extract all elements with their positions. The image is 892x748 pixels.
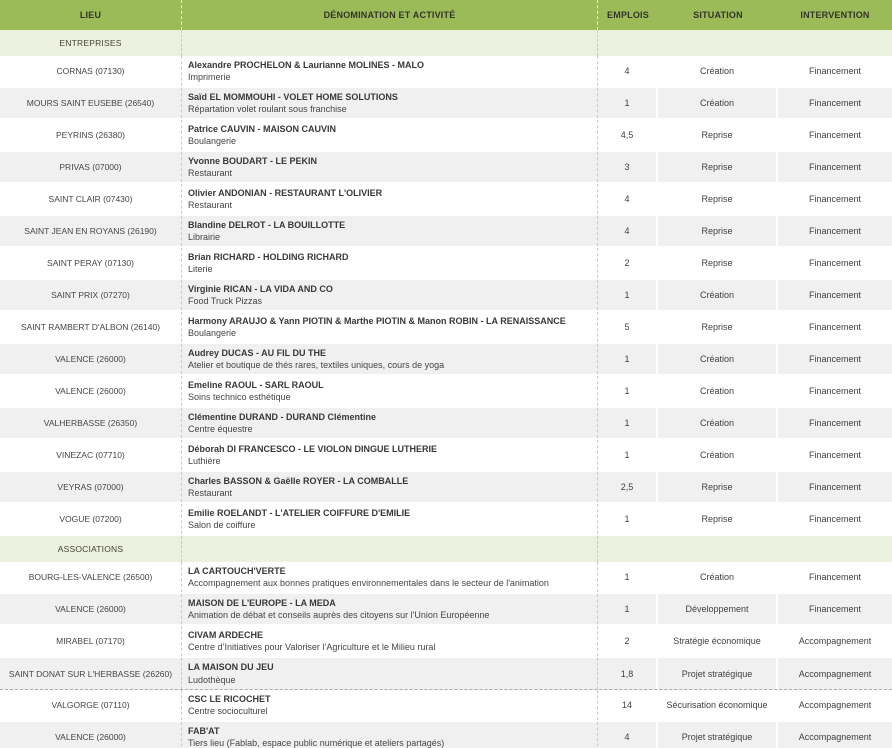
denomination-activity: Restaurant <box>188 488 233 498</box>
denomination-name: Yvonne BOUDART - LE PEKIN <box>188 155 318 166</box>
denomination-name: Harmony ARAUJO & Yann PIOTIN & Marthe PIOTIN & Manon ROBIN - LA RENAISSANCE <box>188 315 566 326</box>
intervention-cell: Financement <box>808 226 862 236</box>
intervention-cell: Financement <box>808 290 862 300</box>
denomination-name: Audrey DUCAS - AU FIL DU THE <box>188 347 327 358</box>
emplois-cell: 2,5 <box>598 472 658 502</box>
column-header-lieu: LIEU <box>0 0 182 30</box>
table-row <box>0 472 892 504</box>
section-spacer <box>598 536 658 562</box>
table-row <box>0 594 892 626</box>
lieu-cell: VALENCE (26000) <box>0 594 182 624</box>
situation-cell: Création <box>658 56 778 86</box>
section-spacer <box>182 30 598 56</box>
denomination-cell <box>182 472 598 502</box>
lieu-cell: CORNAS (07130) <box>0 56 182 86</box>
denomination-activity: Food Truck Pizzas <box>188 296 263 306</box>
intervention-cell: Financement <box>808 418 862 428</box>
denomination-activity: Boulangerie <box>188 136 237 146</box>
denomination-name: Clémentine DURAND - DURAND Clémentine <box>188 411 377 422</box>
denomination-name: Emilie ROELANDT - L'ATELIER COIFFURE D'EMILIE <box>188 507 411 518</box>
column-header-situation: SITUATION <box>693 10 743 20</box>
denomination-activity: Centre socioculturel <box>188 706 268 716</box>
emplois-cell: 1 <box>598 504 658 534</box>
denomination-name: Olivier ANDONIAN - RESTAURANT L'OLIVIER <box>188 187 383 198</box>
denomination-activity: Imprimerie <box>188 72 231 82</box>
table-row <box>0 88 892 120</box>
table-row <box>0 120 892 152</box>
denomination-name: LA CARTOUCH'VERTE <box>188 565 286 576</box>
denomination-cell <box>182 690 598 720</box>
situation-cell: Reprise <box>658 216 778 246</box>
lieu-cell: VALHERBASSE (26350) <box>0 408 182 438</box>
denomination-name: Patrice CAUVIN - MAISON CAUVIN <box>188 123 337 134</box>
denomination-cell <box>182 88 598 118</box>
table-row <box>0 152 892 184</box>
lieu-cell: PRIVAS (07000) <box>0 152 182 182</box>
table-row <box>0 626 892 658</box>
lieu-cell: PEYRINS (26380) <box>0 120 182 150</box>
situation-cell: Création <box>658 562 778 592</box>
denomination-cell <box>182 184 598 214</box>
section-spacer <box>658 30 778 56</box>
table-row <box>0 690 892 722</box>
denomination-name: LA MAISON DU JEU <box>188 662 274 673</box>
denomination-cell <box>182 408 598 438</box>
emplois-cell: 1 <box>598 594 658 624</box>
denomination-activity: Centre équestre <box>188 424 253 434</box>
intervention-cell: Financement <box>808 450 862 460</box>
table-row <box>0 312 892 344</box>
table-row <box>0 658 892 690</box>
situation-cell: Création <box>658 280 778 310</box>
table-row <box>0 184 892 216</box>
situation-cell: Reprise <box>658 152 778 182</box>
lieu-cell: VOGUE (07200) <box>0 504 182 534</box>
denomination-cell <box>182 280 598 310</box>
table-row <box>0 248 892 280</box>
denomination-name: Virginie RICAN - LA VIDA AND CO <box>188 283 333 294</box>
lieu-cell: MIRABEL (07170) <box>0 626 182 656</box>
table-header-row <box>0 0 892 30</box>
denomination-activity: Ludothèque <box>188 674 236 685</box>
denomination-activity: Boulangerie <box>188 328 237 338</box>
intervention-cell: Accompagnement <box>798 700 872 710</box>
emplois-cell: 1 <box>598 408 658 438</box>
situation-cell: Reprise <box>658 312 778 342</box>
denomination-cell <box>182 440 598 470</box>
situation-cell: Création <box>658 440 778 470</box>
emplois-cell: 4 <box>598 184 658 214</box>
intervention-cell: Financement <box>808 514 862 524</box>
section-spacer <box>182 536 598 562</box>
denomination-activity: Répartation volet roulant sous franchise <box>188 104 347 114</box>
lieu-cell: BOURG-LES-VALENCE (26500) <box>0 562 182 592</box>
section-spacer <box>598 30 658 56</box>
lieu-cell: SAINT CLAIR (07430) <box>0 184 182 214</box>
intervention-cell: Financement <box>808 258 862 268</box>
situation-cell: Reprise <box>658 120 778 150</box>
denomination-name: FAB'AT <box>188 725 220 736</box>
emplois-cell: 1 <box>598 376 658 406</box>
table-body <box>0 30 892 748</box>
denomination-cell <box>182 152 598 182</box>
column-header-emplois: EMPLOIS <box>607 10 649 20</box>
intervention-cell: Accompagnement <box>798 636 872 646</box>
emplois-cell: 1 <box>598 562 658 592</box>
denomination-activity: Soins technico esthétique <box>188 392 291 402</box>
denomination-name: Déborah DI FRANCESCO - LE VIOLON DINGUE LUTHERIE <box>188 443 438 454</box>
intervention-cell: Financement <box>808 98 862 108</box>
denomination-name: CSC LE RICOCHET <box>188 693 271 704</box>
denomination-name: Brian RICHARD - HOLDING RICHARD <box>188 251 349 262</box>
denomination-cell <box>182 56 598 86</box>
denomination-name: Emeline RAOUL - SARL RAOUL <box>188 379 324 390</box>
denomination-activity: Atelier et boutique de thés rares, textiles uniques, cours de yoga <box>188 360 445 370</box>
section-label: ASSOCIATIONS <box>0 536 182 562</box>
situation-cell: Reprise <box>658 248 778 278</box>
denomination-name: CIVAM ARDECHE <box>188 629 264 640</box>
denomination-name: Charles BASSON & Gaëlle ROYER - LA COMBALLE <box>188 475 409 486</box>
section-label: ENTREPRISES <box>0 30 182 56</box>
lieu-cell: VEYRAS (07000) <box>0 472 182 502</box>
intervention-cell: Accompagnement <box>798 668 872 679</box>
denomination-name: Saïd EL MOMMOUHI - VOLET HOME SOLUTIONS <box>188 91 398 102</box>
denomination-activity: Salon de coiffure <box>188 520 256 530</box>
denomination-activity: Librairie <box>188 232 221 242</box>
intervention-cell: Financement <box>808 130 862 140</box>
table-row <box>0 56 892 88</box>
intervention-cell: Financement <box>808 386 862 396</box>
table-row <box>0 504 892 536</box>
section-row <box>0 536 892 562</box>
denomination-cell <box>182 216 598 246</box>
denomination-cell <box>182 626 598 656</box>
emplois-cell: 4 <box>598 56 658 86</box>
lieu-cell: VALENCE (26000) <box>0 344 182 374</box>
lieu-cell: SAINT JEAN EN ROYANS (26190) <box>0 216 182 246</box>
lieu-cell: SAINT PRIX (07270) <box>0 280 182 310</box>
situation-cell: Création <box>658 376 778 406</box>
denomination-cell <box>182 248 598 278</box>
denomination-cell <box>182 504 598 534</box>
emplois-cell: 14 <box>598 690 658 720</box>
lieu-cell: VINEZAC (07710) <box>0 440 182 470</box>
denomination-name: Alexandre PROCHELON & Laurianne MOLINES - MALO <box>188 59 425 70</box>
emplois-cell: 1 <box>598 440 658 470</box>
table-row <box>0 408 892 440</box>
situation-cell: Création <box>658 88 778 118</box>
lieu-cell: SAINT DONAT SUR L'HERBASSE (26260) <box>0 658 182 689</box>
denomination-activity: Tiers lieu (Fablab, espace public numérique et ateliers partagés) <box>188 738 445 748</box>
emplois-cell: 4 <box>598 722 658 748</box>
denomination-activity: Accompagnement aux bonnes pratiques environnementales dans le secteur de l'animation <box>188 578 549 588</box>
emplois-cell: 4 <box>598 216 658 246</box>
situation-cell: Reprise <box>658 504 778 534</box>
emplois-cell: 5 <box>598 312 658 342</box>
situation-cell: Création <box>658 344 778 374</box>
table-row <box>0 216 892 248</box>
situation-cell: Reprise <box>658 184 778 214</box>
lieu-cell: SAINT PERAY (07130) <box>0 248 182 278</box>
denomination-cell <box>182 376 598 406</box>
emplois-cell: 2 <box>598 248 658 278</box>
situation-cell: Reprise <box>658 472 778 502</box>
denomination-cell <box>182 594 598 624</box>
intervention-cell: Financement <box>808 66 862 76</box>
lieu-cell: SAINT RAMBERT D'ALBON (26140) <box>0 312 182 342</box>
situation-cell: Sécurisation économique <box>658 690 778 720</box>
denomination-cell <box>182 312 598 342</box>
column-header-denomination: DÉNOMINATION ET ACTIVITÉ <box>182 0 598 30</box>
section-row <box>0 30 892 56</box>
section-spacer <box>778 30 892 56</box>
situation-cell: Développement <box>658 594 778 624</box>
table-row <box>0 562 892 594</box>
denomination-cell <box>182 658 598 689</box>
situation-cell: Création <box>658 408 778 438</box>
situation-cell: Projet stratégique <box>658 722 778 748</box>
column-header-intervention: INTERVENTION <box>800 10 870 20</box>
emplois-cell: 2 <box>598 626 658 656</box>
intervention-cell: Financement <box>808 572 862 582</box>
denomination-activity: Literie <box>188 264 213 274</box>
denomination-activity: Animation de débat et conseils auprès des citoyens sur l'Union Européenne <box>188 610 490 620</box>
intervention-cell: Financement <box>808 604 862 614</box>
emplois-cell: 1 <box>598 280 658 310</box>
lieu-cell: MOURS SAINT EUSEBE (26540) <box>0 88 182 118</box>
section-spacer <box>658 536 778 562</box>
denomination-cell <box>182 562 598 592</box>
denomination-activity: Restaurant <box>188 200 233 210</box>
table-row <box>0 376 892 408</box>
lieu-cell: VALENCE (26000) <box>0 722 182 748</box>
denomination-activity: Restaurant <box>188 168 233 178</box>
section-spacer <box>778 536 892 562</box>
denomination-cell <box>182 722 598 748</box>
denomination-activity: Luthière <box>188 456 221 466</box>
intervention-cell: Accompagnement <box>798 732 872 742</box>
intervention-cell: Financement <box>808 322 862 332</box>
table-row <box>0 722 892 748</box>
intervention-cell: Financement <box>808 354 862 364</box>
emplois-cell: 1 <box>598 344 658 374</box>
emplois-cell: 1,8 <box>598 658 658 689</box>
lieu-cell: VALGORGE (07110) <box>0 690 182 720</box>
intervention-cell: Financement <box>808 194 862 204</box>
lieu-cell: VALENCE (26000) <box>0 376 182 406</box>
situation-cell: Stratégie économique <box>658 626 778 656</box>
emplois-cell: 4,5 <box>598 120 658 150</box>
table-row <box>0 280 892 312</box>
denomination-cell <box>182 120 598 150</box>
denomination-activity: Centre d’Initiatives pour Valoriser l’Agriculture et le Milieu rural <box>188 642 436 652</box>
denomination-name: MAISON DE L'EUROPE - LA MEDA <box>188 597 336 608</box>
denomination-cell <box>182 344 598 374</box>
intervention-cell: Financement <box>808 482 862 492</box>
emplois-cell: 1 <box>598 88 658 118</box>
emplois-cell: 3 <box>598 152 658 182</box>
table-row <box>0 440 892 472</box>
intervention-cell: Financement <box>808 162 862 172</box>
table-row <box>0 344 892 376</box>
situation-cell: Projet stratégique <box>658 658 778 689</box>
denomination-name: Blandine DELROT - LA BOUILLOTTE <box>188 219 346 230</box>
